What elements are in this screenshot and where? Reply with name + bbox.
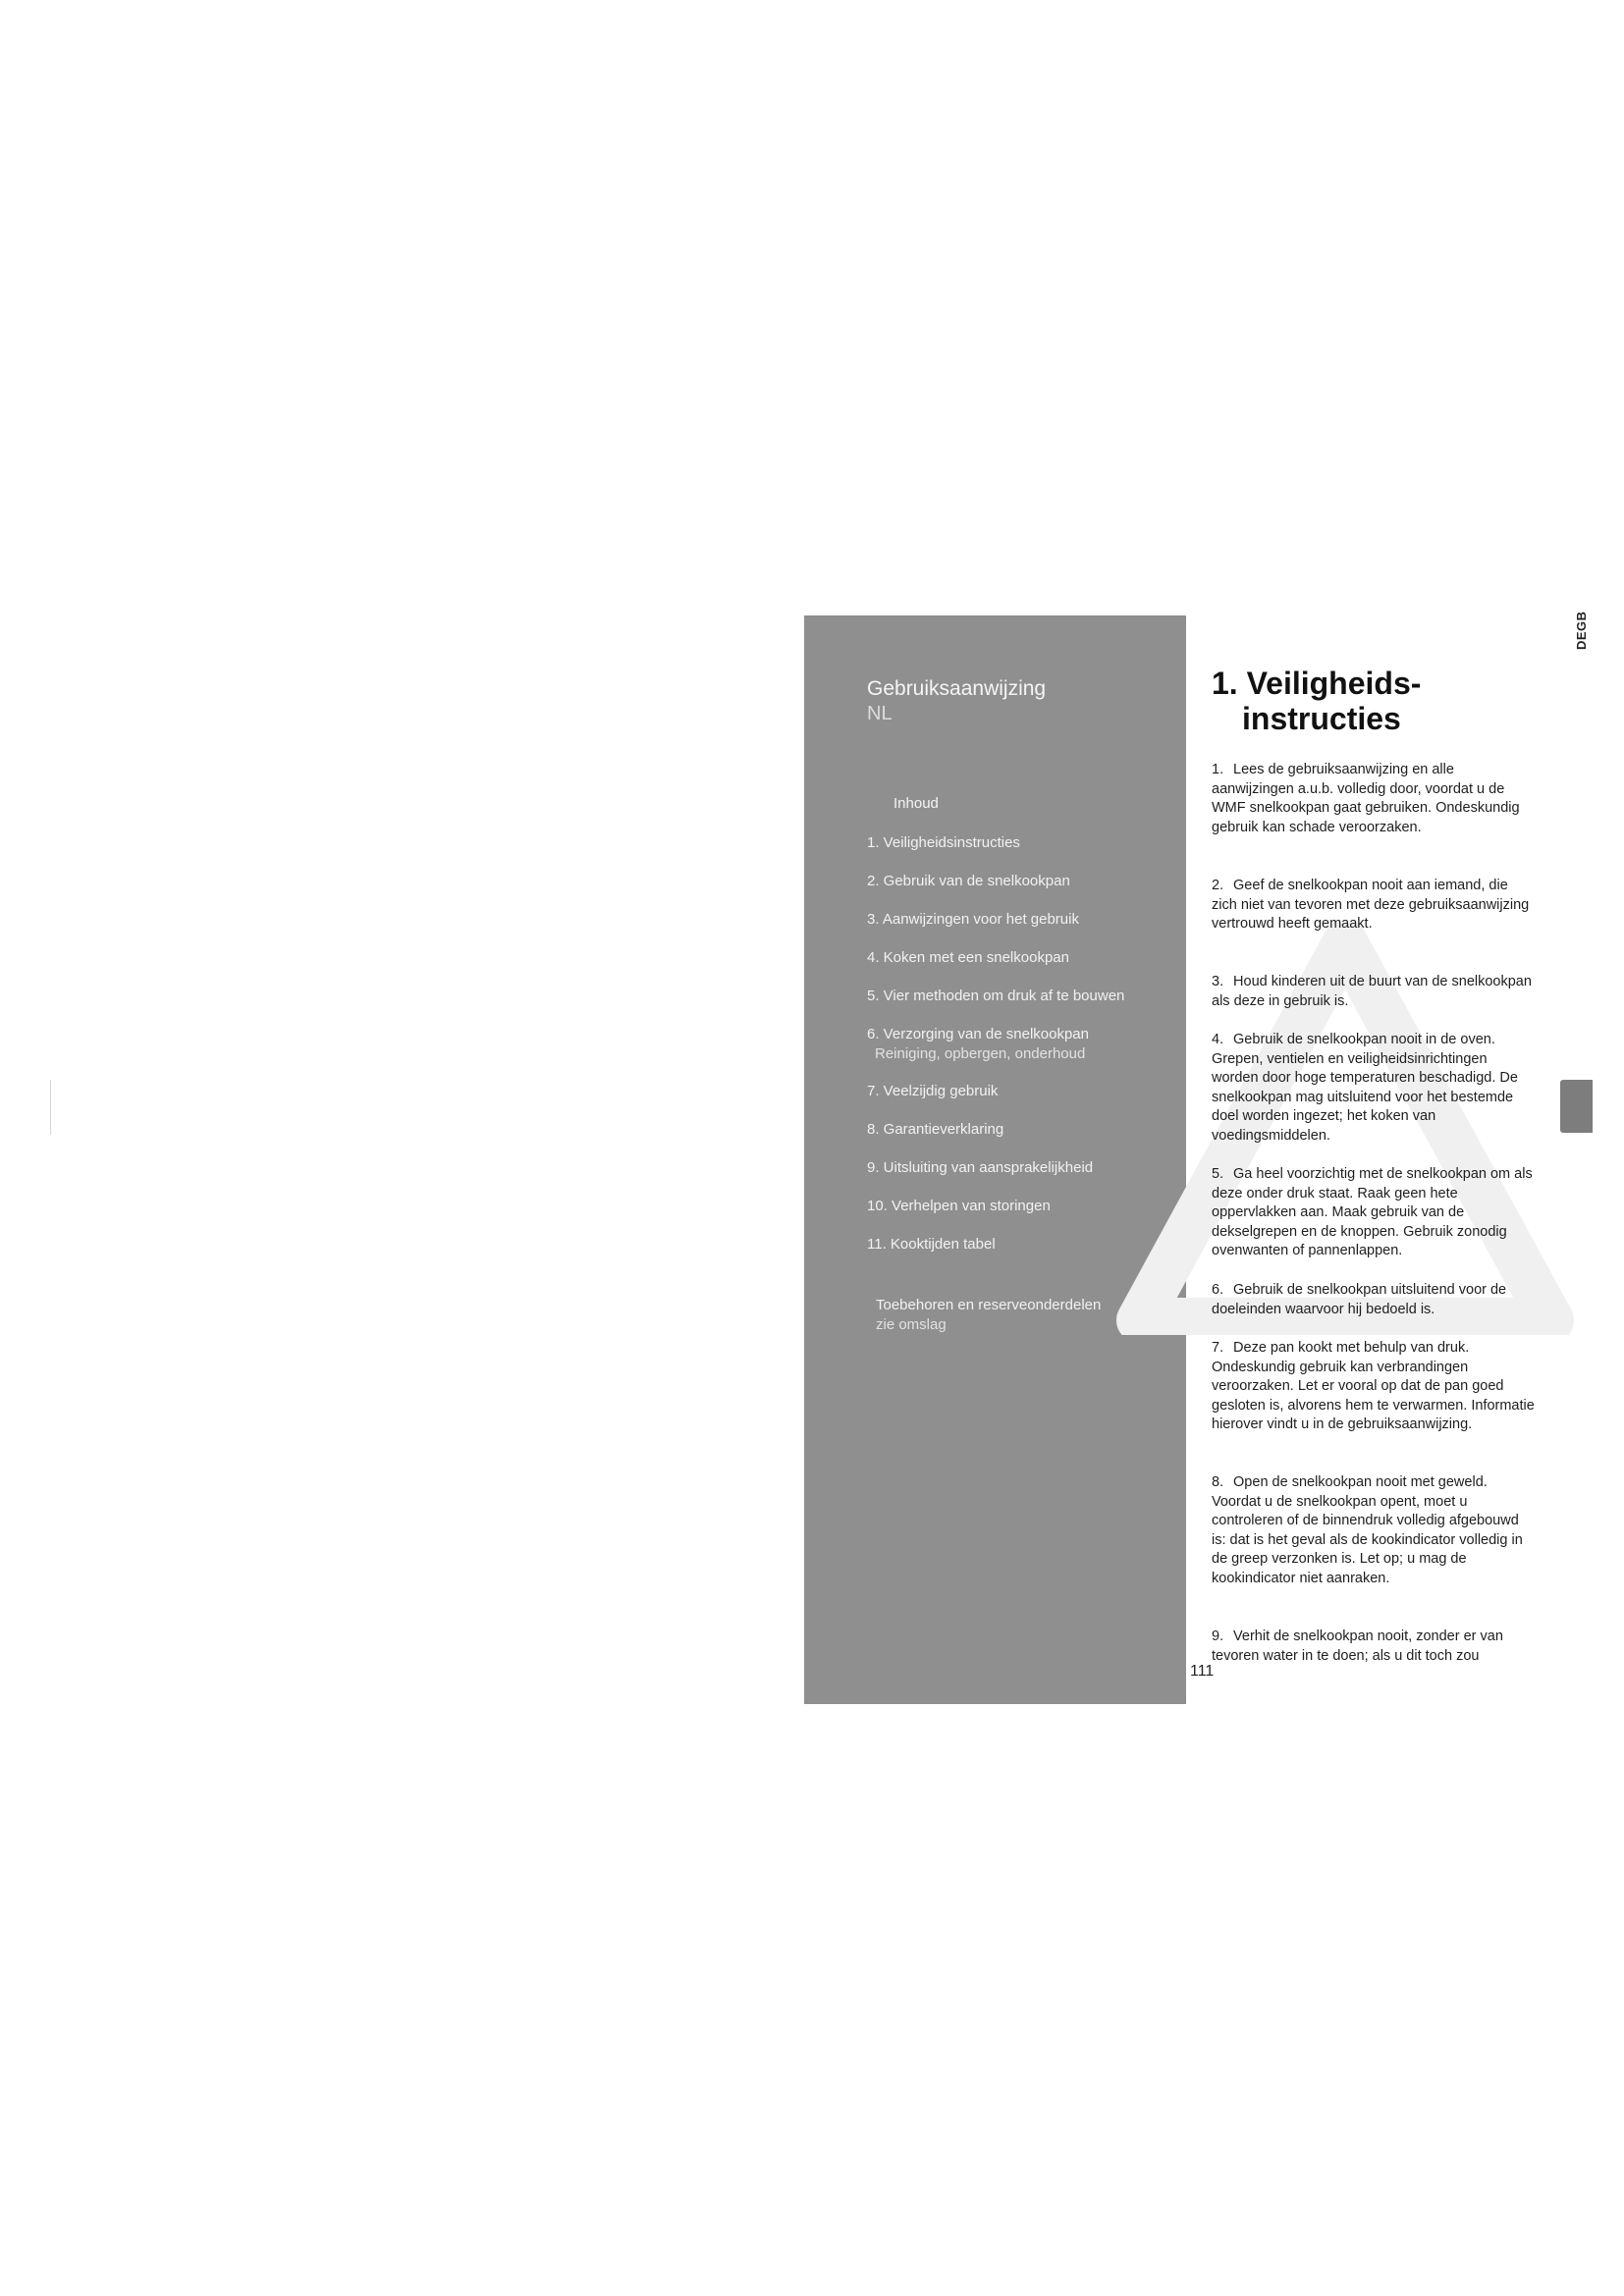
toc-item-label: 7. Veelzijdig gebruik [867, 1083, 999, 1099]
safety-item-5 [1212, 1165, 1536, 1261]
item-text: Verhit de snelkookpan nooit, zonder er van tevoren water in te doen; als u dit toch zou [1212, 1629, 1503, 1664]
section-title-line1: 1. Veiligheids- [1212, 666, 1422, 701]
toc-item-5[interactable] [867, 987, 1124, 1006]
toc-item-10[interactable] [867, 1197, 1051, 1216]
item-number: 8. [1212, 1474, 1224, 1490]
item-text: Open de snelkookpan nooit met geweld. Voordat u de snelkookpan opent, moet u controleren of de binnendruk volledig afgebouwd is: dat is het geval als de kookindicator volledig in de greep verzonken is. Let op; u mag de kookindicator niet aanraken. [1212, 1474, 1523, 1586]
section-title [1212, 666, 1421, 736]
item-text: Gebruik de snelkookpan nooit in de oven. Grepen, ventielen en veiligheidsinrichtingen worden door hoge temperaturen beschadigd. De snelkookpan mag uitsluitend voor het bestemde doel worden ingezet; het koken van voedingsmiddelen. [1212, 1032, 1518, 1144]
toc-item-label: 6. Verzorging van de snelkookpan [867, 1026, 1089, 1042]
item-number: 7. [1212, 1340, 1224, 1356]
item-number: 4. [1212, 1032, 1224, 1047]
item-number: 1. [1212, 762, 1224, 777]
accessories-note [876, 1296, 1101, 1335]
toc-item-label: 9. Uitsluiting van aansprakelijkheid [867, 1159, 1094, 1176]
toc-item-3[interactable] [867, 910, 1079, 930]
edge-mark [50, 1080, 51, 1135]
safety-item-7 [1212, 1339, 1536, 1435]
toc-item-sublabel: Reiniging, opbergen, onderhoud [875, 1045, 1086, 1062]
toc-item-9[interactable] [867, 1158, 1093, 1178]
item-text: Geef de snelkookpan nooit aan iemand, die zich niet van tevoren met deze gebruiksaanwijzing vertrouwd heeft gemaakt. [1212, 878, 1530, 932]
document-language: NL [867, 703, 893, 724]
safety-item-3 [1212, 973, 1536, 1011]
toc-item-6[interactable] [867, 1025, 1089, 1064]
safety-item-1 [1212, 761, 1536, 837]
toc-item-2[interactable] [867, 872, 1070, 891]
contents-panel [804, 615, 1186, 1704]
toc-item-label: 2. Gebruik van de snelkookpan [867, 873, 1070, 889]
item-number: 9. [1212, 1629, 1224, 1644]
side-language-code: DEGB [1574, 611, 1589, 650]
safety-item-2 [1212, 877, 1536, 934]
item-number: 6. [1212, 1282, 1224, 1298]
toc-item-label: 1. Veiligheidsinstructies [867, 834, 1020, 851]
toc-item-8[interactable] [867, 1120, 1003, 1140]
toc-item-label: 10. Verhelpen van storingen [867, 1198, 1051, 1214]
thumb-index-tab [1560, 1080, 1593, 1133]
safety-item-6 [1212, 1281, 1536, 1319]
toc-item-7[interactable] [867, 1082, 998, 1101]
safety-item-9 [1212, 1628, 1536, 1666]
item-text: Gebruik de snelkookpan uitsluitend voor de doeleinden waarvoor hij bedoeld is. [1212, 1282, 1507, 1317]
toc-item-label: 8. Garantieverklaring [867, 1121, 1004, 1138]
section-title-line2: instructies [1242, 701, 1401, 736]
toc-item-label: 3. Aanwijzingen voor het gebruik [867, 911, 1079, 928]
page-number: 111 [1190, 1663, 1215, 1680]
toc-item-11[interactable] [867, 1235, 996, 1255]
item-number: 2. [1212, 878, 1224, 893]
accessories-label: Toebehoren en reserveonderdelen [876, 1297, 1102, 1313]
toc-item-4[interactable] [867, 948, 1069, 968]
item-number: 3. [1212, 974, 1224, 989]
item-text: Ga heel voorzichtig met de snelkookpan om als deze onder druk staat. Raak geen hete oppervlakken aan. Maak gebruik van de dekselgrepen en de knoppen. Gebruik zonodig ovenwanten of pannenlappen. [1212, 1166, 1533, 1258]
item-number: 5. [1212, 1166, 1224, 1182]
item-text: Lees de gebruiksaanwijzing en alle aanwijzingen a.u.b. volledig door, voordat u de WMF snelkookpan gaat gebruiken. Ondeskundig gebruik kan schade veroorzaken. [1212, 762, 1520, 835]
toc-heading: Inhoud [893, 795, 939, 812]
toc-item-label: 5. Vier methoden om druk af te bouwen [867, 988, 1125, 1004]
toc-item-label: 4. Koken met een snelkookpan [867, 949, 1069, 966]
safety-item-8 [1212, 1473, 1536, 1588]
toc-item-label: 11. Kooktijden tabel [867, 1236, 996, 1253]
safety-item-4 [1212, 1031, 1536, 1146]
item-text: Houd kinderen uit de buurt van de snelkookpan als deze in gebruik is. [1212, 974, 1532, 1009]
toc-item-1[interactable] [867, 833, 1020, 853]
document-title: Gebruiksaanwijzing [867, 677, 1047, 700]
item-text: Deze pan kookt met behulp van druk. Ondeskundig gebruik kan verbrandingen veroorzaken. Let er vooral op dat de pan goed gesloten is, alvorens hem te verwarmen. Informatie hierover vindt u in de gebruiksaanwijzing. [1212, 1340, 1535, 1432]
accessories-sublabel: zie omslag [876, 1316, 947, 1333]
